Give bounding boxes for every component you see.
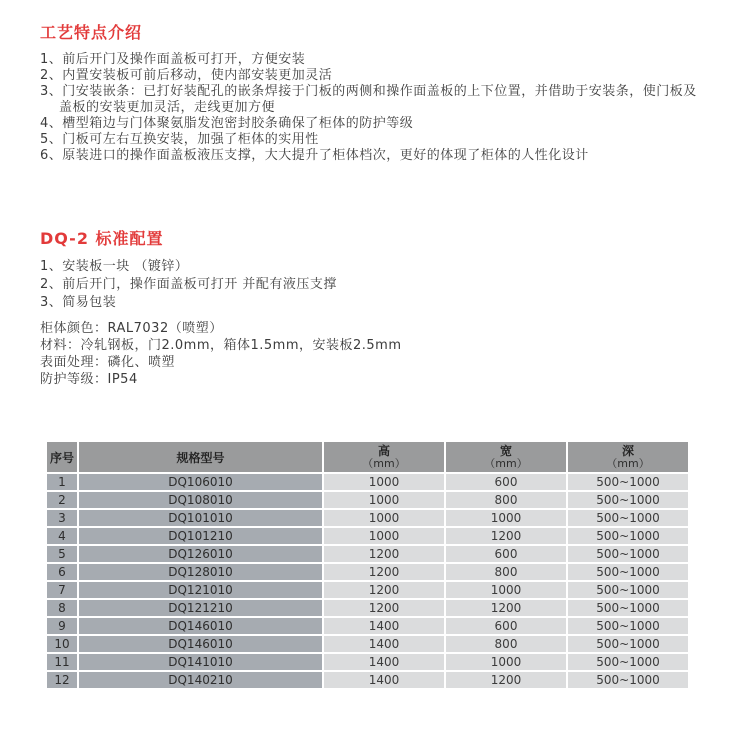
header-depth — [567, 441, 689, 473]
table-row — [46, 617, 689, 635]
feature-item: 2、内置安装板可前后移动，使内部安装更加灵活 — [40, 68, 333, 83]
spec-block — [40, 320, 714, 388]
cell-height: 1200 — [323, 599, 445, 617]
spec-line-material: 材料：冷轧钢板，门2.0mm，箱体1.5mm，安装板2.5mm — [40, 338, 402, 353]
header-height — [323, 441, 445, 473]
header-width-label: 宽 — [499, 444, 512, 458]
cell-width: 1200 — [445, 599, 567, 617]
cell-model: DQ140210 — [78, 671, 323, 689]
cell-depth: 500~1000 — [567, 581, 689, 599]
table-row — [46, 599, 689, 617]
cell-height: 1000 — [323, 509, 445, 527]
header-index — [46, 441, 78, 473]
cell-index: 3 — [46, 509, 78, 527]
cell-height: 1200 — [323, 581, 445, 599]
cell-model: DQ106010 — [78, 473, 323, 491]
feature-item: 6、原装进口的操作面盖板液压支撑，大大提升了柜体档次，更好的体现了柜体的人性化设计 — [40, 148, 589, 163]
cell-depth: 500~1000 — [567, 671, 689, 689]
cell-width: 1000 — [445, 653, 567, 671]
cell-depth: 500~1000 — [567, 473, 689, 491]
header-height-unit: （mm） — [362, 457, 406, 470]
spec-table-header — [46, 441, 689, 473]
cell-depth: 500~1000 — [567, 617, 689, 635]
cell-height: 1400 — [323, 617, 445, 635]
cell-width: 600 — [445, 473, 567, 491]
cell-height: 1400 — [323, 635, 445, 653]
cell-height: 1200 — [323, 563, 445, 581]
table-row — [46, 473, 689, 491]
cell-depth: 500~1000 — [567, 545, 689, 563]
cell-index: 9 — [46, 617, 78, 635]
cell-model: DQ126010 — [78, 545, 323, 563]
cell-width: 800 — [445, 491, 567, 509]
spec-line-color: 柜体颜色：RAL7032（喷塑） — [40, 321, 223, 336]
cell-width: 800 — [445, 563, 567, 581]
spec-table — [45, 440, 690, 690]
table-row — [46, 491, 689, 509]
header-width-unit: （mm） — [484, 457, 528, 470]
cell-depth: 500~1000 — [567, 635, 689, 653]
config-item: 1、安装板一块 （镀锌） — [40, 259, 189, 274]
cell-model: DQ128010 — [78, 563, 323, 581]
table-row — [46, 527, 689, 545]
cell-height: 1000 — [323, 527, 445, 545]
cell-model: DQ121010 — [78, 581, 323, 599]
header-model — [78, 441, 323, 473]
cell-model: DQ108010 — [78, 491, 323, 509]
feature-item: 3、门安装嵌条：已打好装配孔的嵌条焊接于门板的两侧和操作面盖板的上下位置，并借助于安装条，使门板及盖板的安装更加灵活，走线更加方便 — [40, 84, 697, 115]
cell-width: 1200 — [445, 671, 567, 689]
section1-title: 工艺特点介绍 — [40, 23, 143, 42]
cell-index: 8 — [46, 599, 78, 617]
cell-depth: 500~1000 — [567, 653, 689, 671]
cell-index: 1 — [46, 473, 78, 491]
cell-height: 1200 — [323, 545, 445, 563]
cell-index: 11 — [46, 653, 78, 671]
section2-title: DQ-2 标准配置 — [40, 229, 164, 248]
cell-height: 1000 — [323, 491, 445, 509]
cell-height: 1000 — [323, 473, 445, 491]
table-row — [46, 653, 689, 671]
cell-height: 1400 — [323, 671, 445, 689]
feature-item: 1、前后开门及操作面盖板可打开，方便安装 — [40, 52, 306, 67]
cell-model: DQ101210 — [78, 527, 323, 545]
config-list — [40, 258, 714, 312]
cell-width: 600 — [445, 545, 567, 563]
cell-index: 12 — [46, 671, 78, 689]
spec-line-ip: 防护等级：IP54 — [40, 372, 138, 387]
table-row — [46, 671, 689, 689]
spec-line-surface: 表面处理：磷化、喷塑 — [40, 355, 176, 370]
config-item: 3、简易包装 — [40, 295, 117, 310]
cell-width: 1000 — [445, 509, 567, 527]
config-item: 2、前后开门，操作面盖板可打开 并配有液压支撑 — [40, 277, 337, 292]
cell-model: DQ146010 — [78, 635, 323, 653]
table-row — [46, 509, 689, 527]
header-row — [46, 441, 689, 473]
header-index-label: 序号 — [49, 450, 74, 465]
cell-model: DQ146010 — [78, 617, 323, 635]
table-row — [46, 563, 689, 581]
cell-width: 1000 — [445, 581, 567, 599]
cell-model: DQ121210 — [78, 599, 323, 617]
cell-model: DQ101010 — [78, 509, 323, 527]
header-depth-label: 深 — [621, 444, 634, 458]
cell-model: DQ141010 — [78, 653, 323, 671]
feature-item: 4、槽型箱边与门体聚氨脂发泡密封胶条确保了柜体的防护等级 — [40, 116, 414, 131]
cell-depth: 500~1000 — [567, 509, 689, 527]
cell-width: 600 — [445, 617, 567, 635]
table-row — [46, 545, 689, 563]
cell-index: 6 — [46, 563, 78, 581]
cell-height: 1400 — [323, 653, 445, 671]
cell-index: 4 — [46, 527, 78, 545]
cell-width: 1200 — [445, 527, 567, 545]
table-row — [46, 581, 689, 599]
cell-index: 10 — [46, 635, 78, 653]
cell-index: 7 — [46, 581, 78, 599]
header-model-label: 规格型号 — [176, 450, 225, 465]
feature-list — [40, 52, 714, 164]
feature-item: 5、门板可左右互换安装，加强了柜体的实用性 — [40, 132, 319, 147]
cell-depth: 500~1000 — [567, 599, 689, 617]
table-row — [46, 635, 689, 653]
cell-index: 5 — [46, 545, 78, 563]
header-depth-unit: （mm） — [606, 457, 650, 470]
header-width — [445, 441, 567, 473]
cell-width: 800 — [445, 635, 567, 653]
cell-depth: 500~1000 — [567, 527, 689, 545]
spec-table-body — [46, 473, 689, 689]
cell-index: 2 — [46, 491, 78, 509]
cell-depth: 500~1000 — [567, 491, 689, 509]
cell-depth: 500~1000 — [567, 563, 689, 581]
header-height-label: 高 — [377, 444, 390, 458]
